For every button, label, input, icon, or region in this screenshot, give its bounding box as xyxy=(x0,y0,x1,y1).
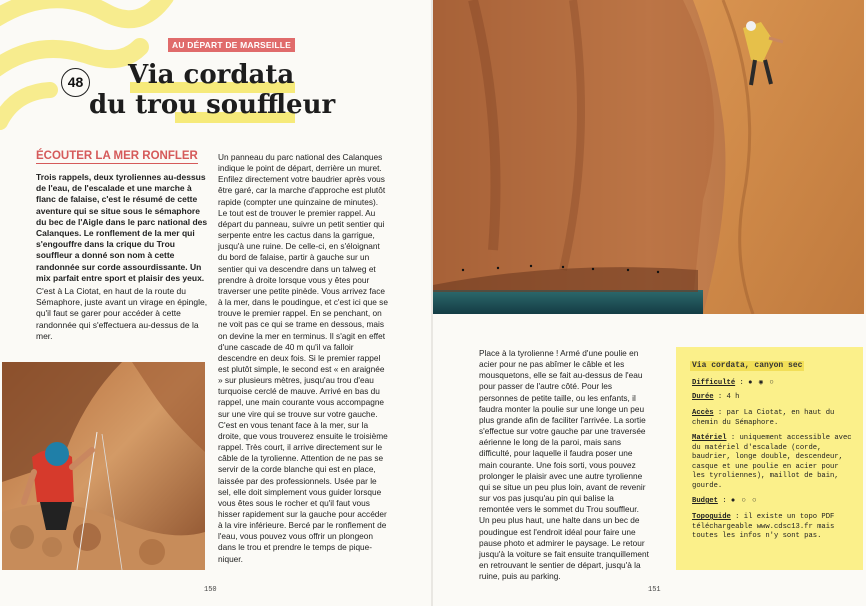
page-number: 150 xyxy=(204,586,217,594)
budget-rating: ● ○ ○ xyxy=(730,497,758,505)
route-number: 48 xyxy=(61,68,90,97)
access-value: : par La Ciotat, en haut du chemin du Sémaphore. xyxy=(692,409,835,427)
page-title-line1: Via cordata xyxy=(128,60,295,90)
lead-paragraph: Trois rappels, deux tyroliennes au-dessus de l'eau, de l'escalade et une marche à flanc de falaise, c'est le résumé de cette aventure qui se situe sous le sémaphore du bec de l'Aigle dans le parc national des Calanques. Le ronflement de la mer qui s'engouffre dans la crique du Trou souffleur a donné son nom à cette randonnée sur corde assourdissante. Un mix parfait entre sport et plaisir des yeux. xyxy=(36,172,208,283)
difficulty-label: Difficulté xyxy=(692,379,736,387)
page-title-line2: du trou souffleur xyxy=(89,90,336,120)
gear-label: Matériel xyxy=(692,434,727,442)
left-page xyxy=(0,0,431,606)
cliff-photo xyxy=(433,0,864,314)
section-heading: ÉCOUTER LA MER RONFLER xyxy=(36,150,198,162)
duration-row xyxy=(692,393,852,403)
body-column: Place à la tyrolienne ! Armé d'une poulie en acier pour ne pas abîmer le câble et les mousquetons, elle se fait au-dessus de l'eau pour passer de l'autre côté. Pour les personnes de petite taille, ou les enfants, il faudra monter la poulie sur une longe un peu plus grande afin de faciliter l'arrivée. La sortie s'effectue sur votre gauche par une traversée aérienne le long de la paroi, mais sans difficulté, pour laquelle il faudra poser une main courante. Une fois sorti, vous pouvez prolonger le plaisir avec une autre tyrolienne qui se situe un peu plus loin, avant de revenir sur vos pas jusqu'au pin qui balise la remontée vers le sommet du Trou souffleur. Un peu plus haut, une halte dans un bec de poudingue est l'endroit idéal pour faire une pause photo et admirer le paysage. Le retour jusqu'à la voiture se fait ensuite tranquillement en retrouvant le sentier de départ, jusqu'à la ruine, puis au parking. xyxy=(479,348,649,582)
duration-value: : 4 h xyxy=(717,393,740,401)
duration-label: Durée xyxy=(692,393,714,401)
difficulty-row: Difficulté : ● ◉ ○ xyxy=(692,379,775,387)
page-number: 151 xyxy=(648,586,661,594)
body-column: Un panneau du parc national des Calanques indique le point de départ, derrière un muret. Enfilez directement votre baudrier après vous être garé, car la marche d'approche est plutôt rapide (compter une quinzaine de minutes). Le tout est de trouver le premier rappel. Au départ du panneau, suivre un petit sentier qui serpente entre les cactus dans la garrigue, jusqu'à une ruine. De celle-ci, en s'éloignant du bord de falaise, partir à gauche sur un sentier qui va descendre dans un talweg et prendre à droite lorsque vous y êtes pour traverser une petite pinède. Vous arrivez face à la mer, dans le poudingue, et c'est ici que se trouve le premier rappel. En se penchant, on ne voit pas ce qui se trame en dessous, mais on devine la mer en terminus. Il s'agit en effet d'une cascade de 40 m qu'il va falloir descendre en deux fois. Si le premier rappel est plutôt simple, le second est « en araignée » sur plusieurs mètres, jusqu'au trou d'eau turquoise cerclé de mauve. Arrivé en bas du rappel, une main courante vous accompagne sur une vire qui se trouve sur votre gauche. C'est en vous tenant face à la mer, sur la droite, que vous trouverez ensuite le troisième rappel. Très court, il arrive directement sur le câble de la tyrolienne. Attention de ne pas se servir de la corde blanche qui est en place, laissée par des professionnels. Usée par le sel, elle doit simplement vous guider lorsque vous êtes sous le rocher et qu'il faut vous hisser rapidement sur la gauche pour accéder à la vire inférieure. Bercé par le ronflement de l'eau, vous pouvez vous offrir un plongeon dans le trou et prendre le temps de pique-niquer. xyxy=(218,152,388,564)
access-label: Accès xyxy=(692,409,714,417)
difficulty-rating: ● ◉ ○ xyxy=(748,379,775,387)
access-row xyxy=(692,409,852,428)
topoguide-label: Topoguide xyxy=(692,513,731,521)
gear-row xyxy=(692,434,852,492)
gear-value: : uniquement accessible avec du matériel d'escalade (corde, baudrier, longe double, descendeur, casque et une poulie en acier pour les tyroliennes), maillot de bain, gourde. xyxy=(692,434,852,490)
climber-photo xyxy=(2,362,205,570)
info-box-title: Via cordata, canyon sec xyxy=(692,361,803,370)
region-tag: AU DÉPART DE MARSEILLE xyxy=(168,38,295,52)
info-box xyxy=(676,347,863,570)
budget-label: Budget xyxy=(692,497,718,505)
topoguide-value: : il existe un topo PDF téléchargeable www.cdsc13.fr mais toutes les infos n'y sont pas. xyxy=(692,513,835,541)
topoguide-row xyxy=(692,513,852,542)
budget-row: Budget : ● ○ ○ xyxy=(692,497,758,505)
intro-paragraph: C'est à La Ciotat, en haut de la route du Sémaphore, juste avant un virage en épingle, qu'il faut se garer pour accéder à cette randonnée qui s'effectuera au-dessus de la mer. xyxy=(36,286,208,341)
